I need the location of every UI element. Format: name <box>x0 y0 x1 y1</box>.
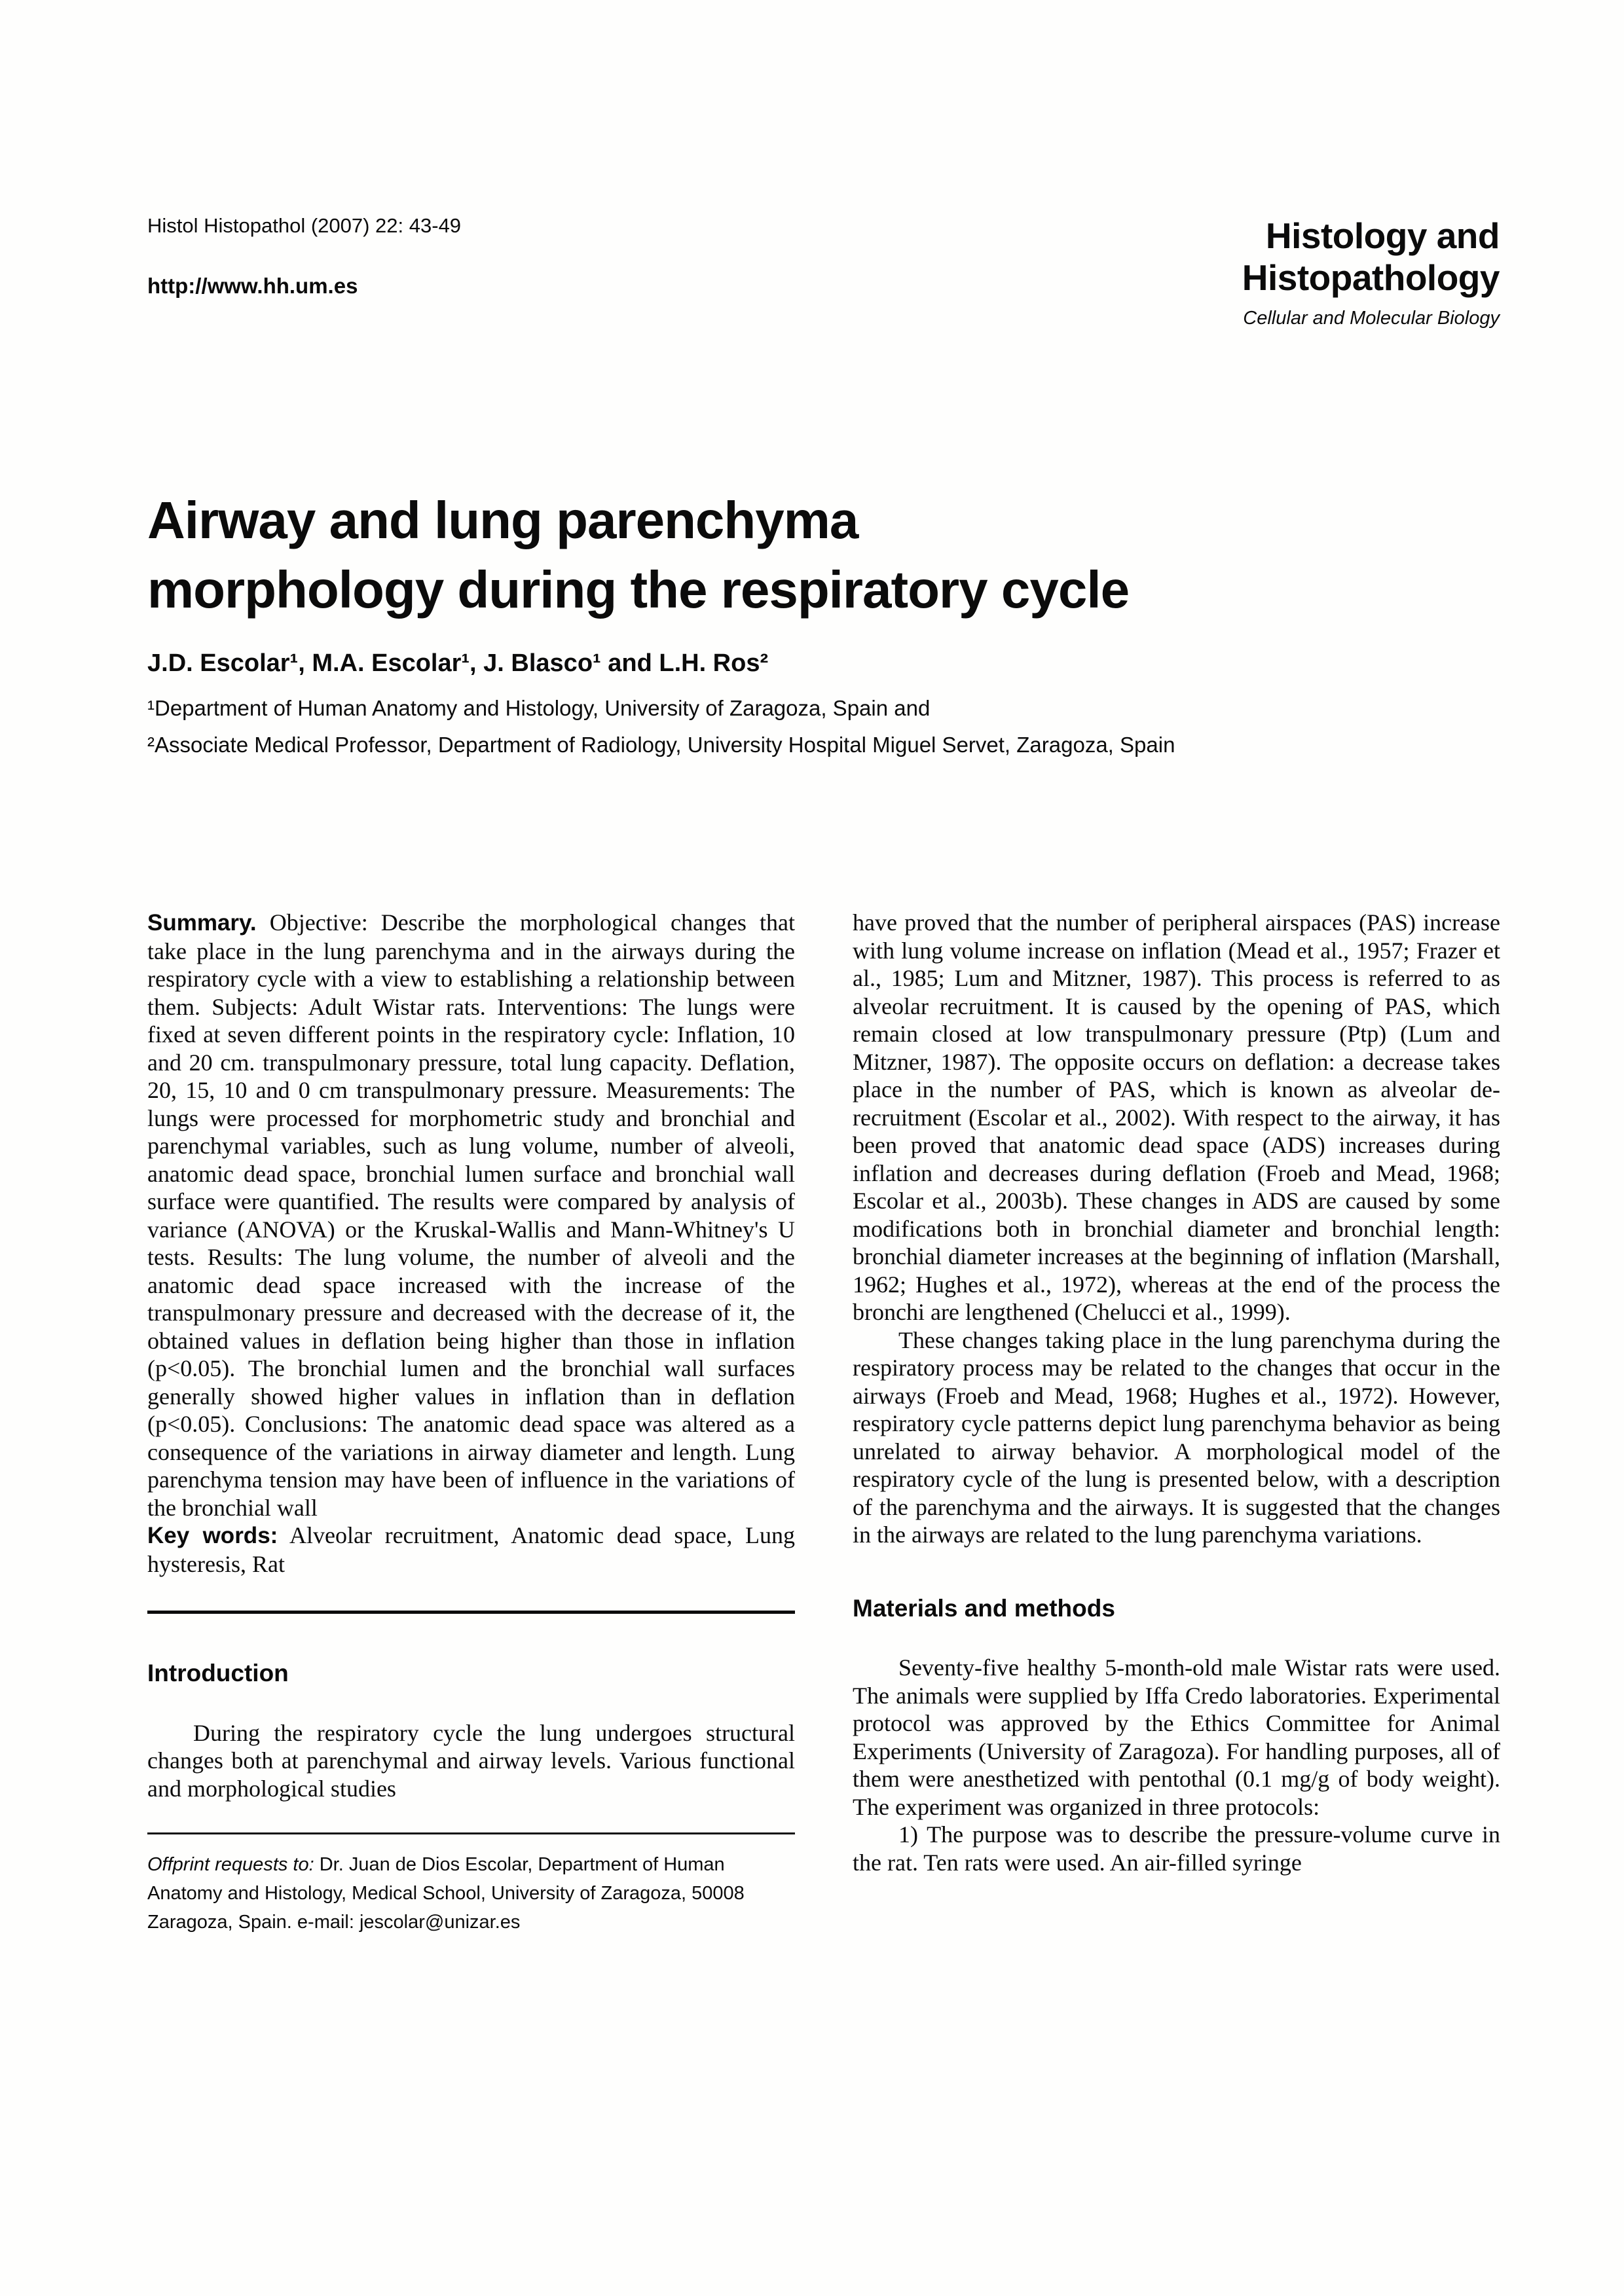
abstract-paragraph <box>147 909 795 1522</box>
keywords-lead: Key words: <box>147 1523 278 1548</box>
affiliation-line-2: ²Associate Medical Professor, Department of Radiology, University Hospital Miguel Servet, Zaragoza, Spain <box>147 733 1175 757</box>
journal-url: http://www.hh.um.es <box>147 274 358 298</box>
section-heading-materials: Materials and methods <box>853 1594 1115 1622</box>
authors-line: J.D. Escolar¹, M.A. Escolar¹, J. Blasco¹ and L.H. Ros² <box>147 649 769 677</box>
journal-name-line1: Histology and <box>1265 215 1500 256</box>
materials-paragraph-1: Seventy-five healthy 5-month-old male Wistar rats were used. The animals were supplied by Iffa Credo laboratories. Experimental protocol was approved by the Ethics Committee for Animal Experiments (University of Zaragoza). For handling purposes, all of them were anesthetized with pentothal (0.1 mg/g of body weight). The experiment was organized in three protocols: <box>853 1654 1500 1820</box>
affiliation-line-1: ¹Department of Human Anatomy and Histology, University of Zaragoza, Spain and <box>147 696 931 720</box>
column-right <box>853 909 1500 1937</box>
article-title-line1: Airway and lung parenchyma <box>147 491 858 549</box>
journal-subtitle: Cellular and Molecular Biology <box>1243 308 1500 329</box>
offprint-footnote-lead: Offprint requests to: <box>147 1854 314 1875</box>
keywords-paragraph <box>147 1522 795 1578</box>
affiliations <box>147 690 1503 763</box>
section-heading-introduction: Introduction <box>147 1660 289 1686</box>
offprint-footnote-text: Dr. Juan de Dios Escolar, Department of Human Anatomy and Histology, Medical School, University of Zaragoza, 50008 Zaragoza, Spain. e-mail: jescolar@unizar.es <box>147 1854 745 1933</box>
abstract-text: Objective: Describe the morphological changes that take place in the lung parenchyma and in the airways during the respiratory cycle with a view to establishing a relationship between them. Subjects: Adult Wistar rats. Interventions: The lungs were fixed at seven different points in the respiratory cycle: Inflation, 10 and 20 cm. transpulmonary pressure, total lung capacity. Deflation, 20, 15, 10 and 0 cm transpulmonary pressure. Measurements: The lungs were processed for morphometric study and bronchial and parenchymal variables, such as lung volume, number of alveoli, anatomic dead space, bronchial lumen surface and bronchial wall surface were quantified. The results were compared by analysis of variance (ANOVA) or the Kruskal-Wallis and Mann-Whitney's U tests. Results: The lung volume, the number of alveoli and the anatomic dead space increased with the increase of the transpulmonary pressure and decreased with the decrease of it, the obtained values in deflation being higher than those in inflation (p<0.05). The bronchial lumen and the bronchial wall surfaces generally showed higher values in inflation than in deflation (p<0.05). Conclusions: The anatomic dead space was altered as a consequence of the variations in airway diameter and length. Lung parenchyma tension may have been of influence in the variations of the bronchial wall <box>147 909 795 1521</box>
introduction-paragraph-3: These changes taking place in the lung parenchyma during the respiratory process may be related to the changes that occur in the airways (Froeb and Mead, 1968; Hughes et al., 1972). However, respiratory cycle patterns depict lung parenchyma behavior as being unrelated to airway behavior. A morphological model of the respiratory cycle of the lung is presented below, with a description of the parenchyma and the airways. It is suggested that the changes in the airways are related to the lung parenchyma variations. <box>853 1326 1500 1548</box>
abstract-lead: Summary. <box>147 910 257 936</box>
article-title-line2: morphology during the respiratory cycle <box>147 560 1130 619</box>
journal-name <box>1242 215 1500 299</box>
journal-citation: Histol Histopathol (2007) 22: 43-49 <box>147 214 462 237</box>
body-columns <box>147 909 1500 1937</box>
column-left <box>147 909 795 1937</box>
article-title <box>147 486 1503 625</box>
header-left <box>147 215 461 299</box>
keywords-text: Alveolar recruitment, Anatomic dead space, Lung hysteresis, Rat <box>147 1522 795 1577</box>
offprint-footnote <box>147 1832 795 1937</box>
header-right <box>1242 215 1500 329</box>
introduction-paragraph-1: During the respiratory cycle the lung undergoes structural changes both at parenchymal and airway levels. Various functional and morphological studies <box>147 1719 795 1802</box>
materials-paragraph-2: 1) The purpose was to describe the pressure-volume curve in the rat. Ten rats were used. An air-filled syringe <box>853 1821 1500 1876</box>
introduction-paragraph-2: have proved that the number of peripheral airspaces (PAS) increase with lung volume increase on inflation (Mead et al., 1957; Frazer et al., 1985; Lum and Mitzner, 1987). This process is referred to as alveolar recruitment. It is caused by the opening of PAS, which remain closed at low transpulmonary pressure (Ptp) (Lum and Mitzner, 1987). The opposite occurs on deflation: a decrease takes place in the number of PAS, which is known as alveolar de-recruitment (Escolar et al., 2002). With respect to the airway, it has been proved that anatomic dead space (ADS) increases during inflation and decreases during deflation (Froeb and Mead, 1968; Escolar et al., 2003b). These changes in ADS are caused by some modifications both in bronchial diameter and bronchial length: bronchial diameter increases at the beginning of inflation (Marshall, 1962; Hughes et al., 1972), whereas at the end of the process the bronchi are lengthened (Chelucci et al., 1999). <box>853 909 1500 1325</box>
journal-name-line2: Histopathology <box>1242 257 1500 298</box>
section-divider-rule <box>147 1611 795 1614</box>
page-header <box>147 215 1500 329</box>
